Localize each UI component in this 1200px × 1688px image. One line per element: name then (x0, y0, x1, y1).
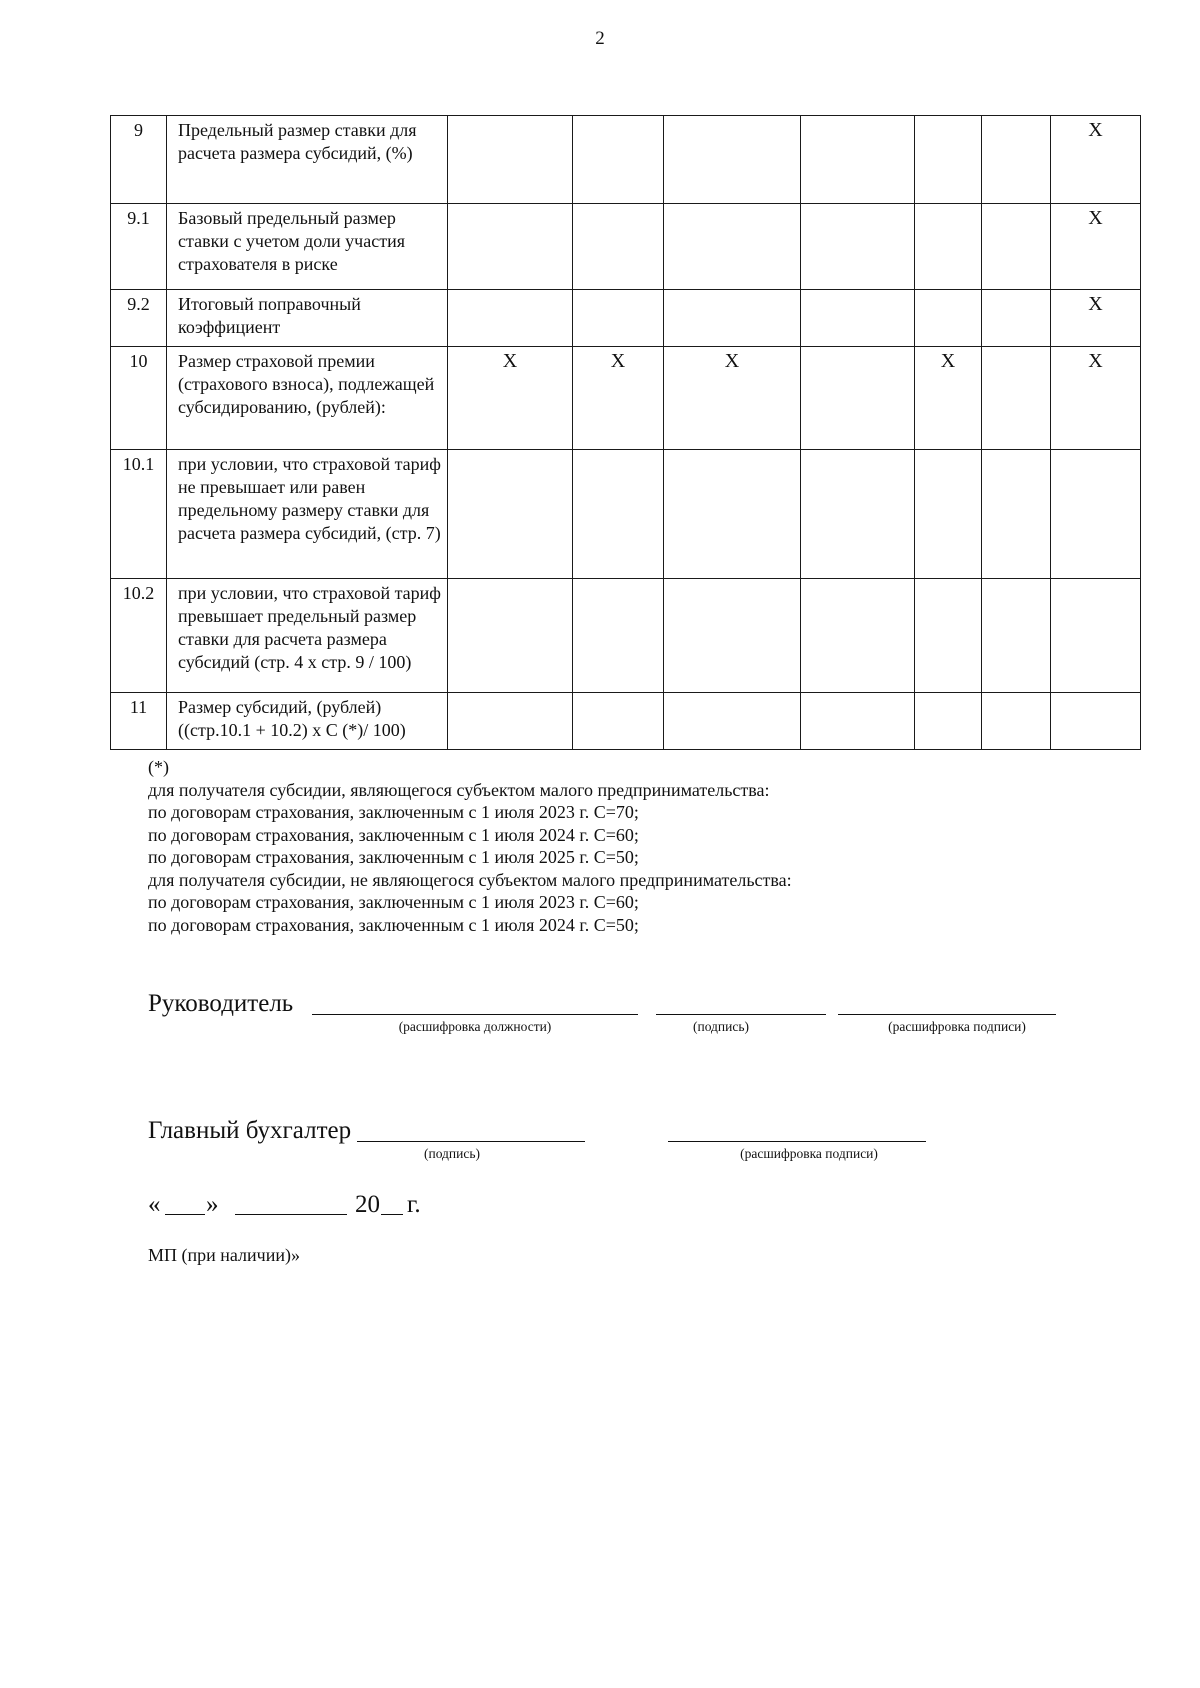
stamp-note: МП (при наличии)» (148, 1245, 300, 1265)
value-cell[interactable] (573, 693, 664, 750)
value-cell[interactable] (448, 579, 573, 693)
footnote (148, 756, 1148, 936)
value-cell[interactable] (982, 290, 1051, 347)
row-number: 11 (111, 693, 167, 750)
value-cell[interactable] (915, 116, 982, 204)
x-mark-cell: X (1051, 204, 1141, 290)
row-number: 9.1 (111, 204, 167, 290)
table-row (111, 290, 1141, 347)
value-cell[interactable] (573, 290, 664, 347)
date-year-line[interactable] (381, 1214, 403, 1215)
row-number: 10.1 (111, 450, 167, 579)
x-mark-cell: X (1051, 290, 1141, 347)
footnote-line: для получателя субсидии, не являющегося субъектом малого предпринимательства: (148, 869, 792, 890)
row-label: при условии, что страховой тариф превышает предельный размер ставки для расчета размера субсидий (стр. 4 х стр. 9 / 100) (167, 579, 448, 693)
row-label: Итоговый поправочный коэффициент (167, 290, 448, 347)
head-signature-line[interactable] (656, 1014, 826, 1015)
value-cell[interactable] (573, 450, 664, 579)
value-cell[interactable] (801, 204, 915, 290)
value-cell[interactable] (915, 450, 982, 579)
value-cell[interactable] (664, 204, 801, 290)
value-cell[interactable] (801, 290, 915, 347)
row-label: при условии, что страховой тариф не превышает или равен предельному размеру ставки для расчета размера субсидий, (стр. 7) (167, 450, 448, 579)
row-number: 10 (111, 347, 167, 450)
value-cell[interactable] (801, 693, 915, 750)
value-cell[interactable] (664, 693, 801, 750)
value-cell[interactable] (982, 347, 1051, 450)
table-row (111, 116, 1141, 204)
row-label: Размер страховой премии (страхового взноса), подлежащей субсидированию, (рублей): (167, 347, 448, 450)
table-row (111, 693, 1141, 750)
value-cell[interactable] (982, 204, 1051, 290)
value-cell[interactable] (1051, 693, 1141, 750)
value-cell[interactable] (448, 290, 573, 347)
value-cell[interactable] (448, 116, 573, 204)
subsidy-calculation-table (110, 115, 1141, 750)
value-cell[interactable] (801, 579, 915, 693)
table-row (111, 347, 1141, 450)
table-row (111, 204, 1141, 290)
value-cell[interactable] (982, 116, 1051, 204)
footnote-line: по договорам страхования, заключенным с 1 июля 2023 г. С=60; (148, 892, 639, 912)
head-name-caption: (расшифровка подписи) (888, 1019, 1026, 1034)
value-cell[interactable] (573, 204, 664, 290)
footnote-line: по договорам страхования, заключенным с 1 июля 2024 г. С=60; (148, 824, 639, 845)
value-cell[interactable] (1051, 579, 1141, 693)
value-cell[interactable] (915, 290, 982, 347)
value-cell[interactable] (664, 450, 801, 579)
accountant-name-line[interactable] (668, 1141, 926, 1142)
footnote-line: для получателя субсидии, являющегося субъектом малого предпринимательства: (148, 779, 770, 800)
accountant-signature-line[interactable] (357, 1141, 585, 1142)
table-row (111, 450, 1141, 579)
value-cell[interactable] (982, 693, 1051, 750)
footnote-marker: (*) (148, 757, 169, 777)
value-cell[interactable] (801, 347, 915, 450)
value-cell[interactable] (915, 693, 982, 750)
date-year-suffix: г. (407, 1191, 421, 1218)
value-cell[interactable] (448, 450, 573, 579)
date-month-line[interactable] (235, 1214, 347, 1215)
date-close-quote: » (206, 1191, 219, 1218)
value-cell[interactable] (801, 450, 915, 579)
date-open-quote: « (148, 1191, 161, 1218)
accountant-signature-caption: (подпись) (423, 1146, 481, 1161)
x-mark-cell: X (1051, 116, 1141, 204)
value-cell[interactable] (1051, 450, 1141, 579)
value-cell[interactable] (573, 116, 664, 204)
row-number: 10.2 (111, 579, 167, 693)
head-position-caption: (расшифровка должности) (398, 1019, 552, 1034)
accountant-name-caption: (расшифровка подписи) (740, 1146, 878, 1161)
x-mark-cell: X (1051, 347, 1141, 450)
footnote-line: по договорам страхования, заключенным с 1 июля 2023 г. С=70; (148, 802, 639, 822)
x-mark-cell: X (915, 347, 982, 450)
head-label: Руководитель (148, 990, 294, 1017)
value-cell[interactable] (664, 579, 801, 693)
value-cell[interactable] (915, 204, 982, 290)
value-cell[interactable] (448, 204, 573, 290)
value-cell[interactable] (448, 693, 573, 750)
value-cell[interactable] (573, 579, 664, 693)
table-row (111, 579, 1141, 693)
date-year-prefix: 20 (355, 1191, 380, 1218)
head-signature-caption: (подпись) (692, 1019, 750, 1034)
row-label: Размер субсидий, (рублей) ((стр.10.1 + 10.2) х С (*)/ 100) (167, 693, 448, 750)
value-cell[interactable] (915, 579, 982, 693)
page-number: 2 (595, 28, 605, 49)
row-label: Базовый предельный размер ставки с учетом доли участия страхователя в риске (167, 204, 448, 290)
head-name-line[interactable] (838, 1014, 1056, 1015)
x-mark-cell: X (664, 347, 801, 450)
x-mark-cell: X (573, 347, 664, 450)
accountant-label: Главный бухгалтер (148, 1117, 352, 1144)
value-cell[interactable] (664, 290, 801, 347)
row-number: 9 (111, 116, 167, 204)
value-cell[interactable] (982, 579, 1051, 693)
row-number: 9.2 (111, 290, 167, 347)
date-day-line[interactable] (165, 1214, 205, 1215)
value-cell[interactable] (982, 450, 1051, 579)
value-cell[interactable] (801, 116, 915, 204)
x-mark-cell: X (448, 347, 573, 450)
footnote-line: по договорам страхования, заключенным с 1 июля 2024 г. С=50; (148, 914, 639, 935)
footnote-line: по договорам страхования, заключенным с 1 июля 2025 г. С=50; (148, 847, 639, 867)
head-position-line[interactable] (312, 1014, 638, 1015)
row-label: Предельный размер ставки для расчета размера субсидий, (%) (167, 116, 448, 204)
value-cell[interactable] (664, 116, 801, 204)
